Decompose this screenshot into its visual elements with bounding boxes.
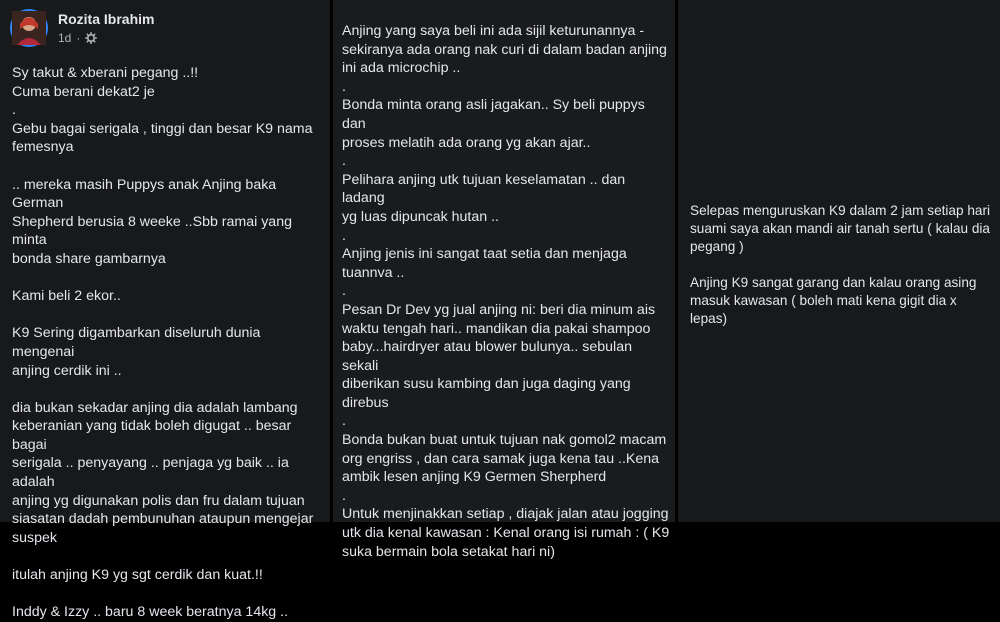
post-panel-right	[678, 0, 1000, 522]
post-panel-left	[0, 0, 330, 621]
author-name[interactable]: Rozita Ibrahim	[58, 11, 155, 27]
post-panel-middle	[333, 0, 675, 560]
post-body-part-3: Selepas menguruskan K9 dalam 2 jam setiap hari suami saya akan mandi air tanah sertu ( kalau dia pegang ) Anjing K9 sangat garang dan kalau orang asing masuk kawasan ( boleh mati kena gigit dia x lepas)	[690, 203, 990, 326]
settings-gear-icon[interactable]	[85, 32, 97, 44]
avatar-image	[12, 11, 46, 45]
post-meta	[58, 30, 154, 46]
post-header	[10, 8, 154, 48]
post-body-part-1: Sy takut & xberani pegang ..!! Cuma berani dekat2 je . Gebu bagai serigala , tinggi dan besar K9 nama femesnya .. mereka masih Puppys anak Anjing baka German Shepherd berusia 8 weeke ..Sbb ramai yang minta bonda share gambarnya Kami beli 2 ekor.. K9 Sering digambarkan diseluruh dunia mengenai anjing cerdik ini .. dia bukan sekadar anjing dia adalah lambang keberanian yang tidak boleh digugat .. besar bagai serigala .. penyayang .. penjaga yg baik .. ia adalah anjing yg digunakan polis dan fru dalam tujuan siasatan dadah pembunuhan ataupun mengejar suspek itulah anjing K9 yg sgt cerdik dan kuat.!! Inddy & Izzy .. baru 8 week beratnya 14kg ..	[12, 65, 314, 621]
post-body-part-2: Anjing yang saya beli ini ada sijil keturunannya - sekiranya ada orang nak curi di dalam badan anjing ini ada microchip .. . Bonda minta orang asli jagakan.. Sy beli puppys dan proses melatih ada orang yg akan ajar.. . Pelihara anjing utk tujuan keselamatan .. dan ladang yg luas dipuncak hutan .. . Anjing jenis ini sangat taat setia dan menjaga tuannva .. . Pesan Dr Dev yg jual anjing ni: beri dia minum ais waktu tengah hari.. mandikan dia pakai shampoo baby...hairdryer atau blower bulunya.. sebulan sekali diberikan susu kambing dan juga daging yang direbus . Bonda bukan buat untuk tujuan nak gomol2 macam org engriss , dan cara samak juga kena tau ..Kena ambik lesen anjing K9 Germen Sherpherd . Untuk menjinakkan setiap , diajak jalan atau jogging utk dia kenal kawasan : Kenal orang isi rumah : ( K9 suka bermain bola setakat hari ni)	[342, 23, 670, 560]
post-timestamp[interactable]: 1d	[58, 31, 72, 45]
separator-dot: ·	[76, 31, 81, 45]
avatar[interactable]	[10, 9, 48, 47]
